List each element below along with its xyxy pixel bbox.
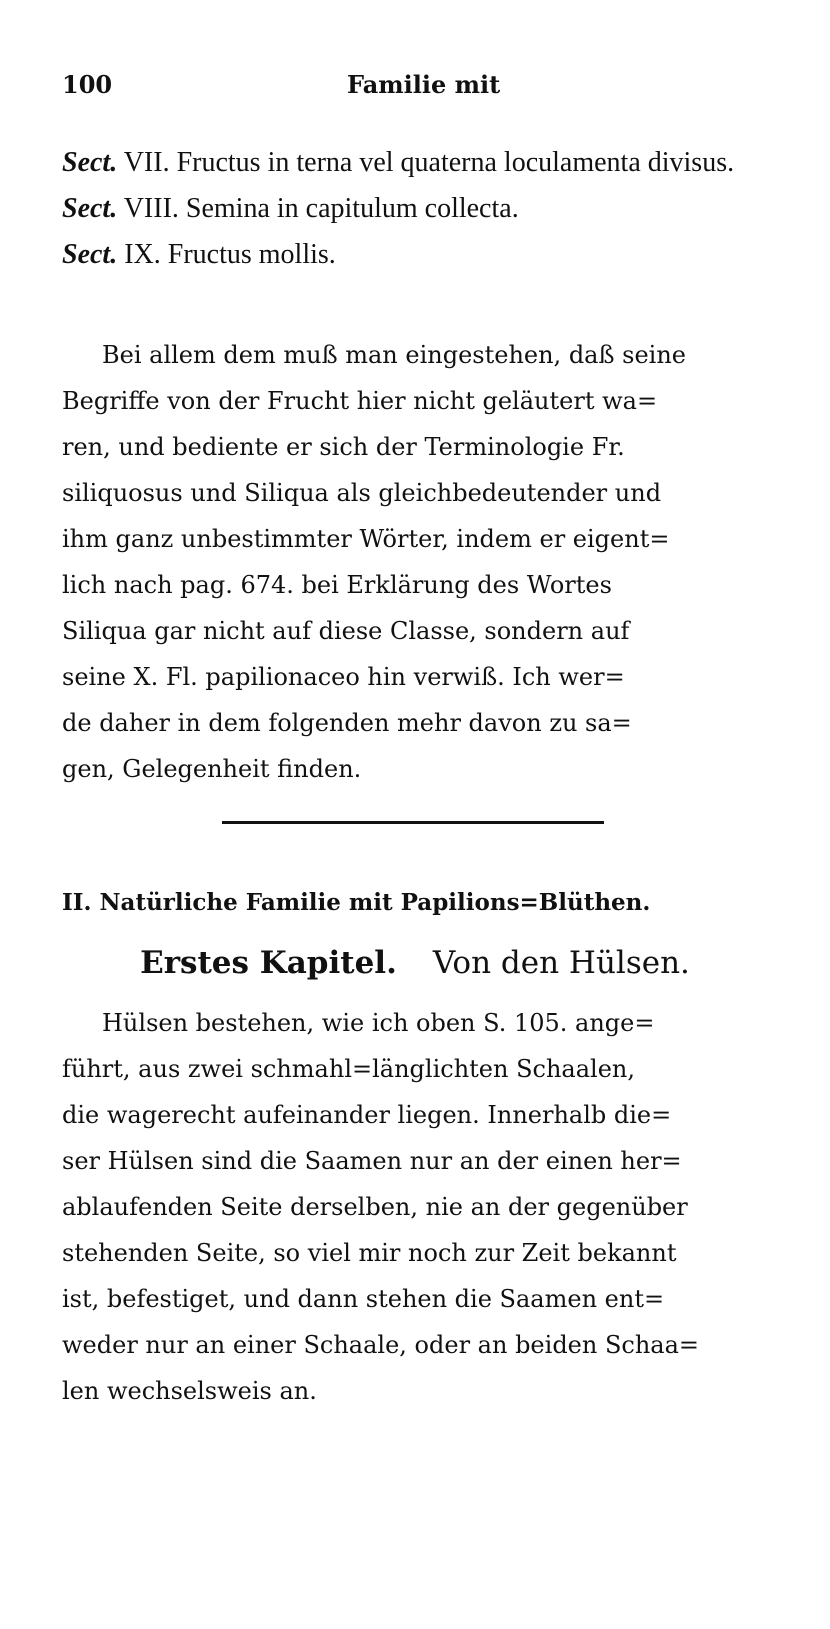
paragraph-line: ser Hülsen sind die Saamen nur an der einen her=	[62, 1147, 682, 1175]
paragraph-line: len wechselsweis an.	[62, 1377, 317, 1405]
paragraph-line: ren, und bediente er sich der Terminologie Fr.	[62, 433, 625, 461]
paragraph-line: lich nach pag. 674. bei Erklärung des Wortes	[62, 571, 612, 599]
paragraph-line: ihm ganz unbestimmter Wörter, indem er eigent=	[62, 525, 670, 553]
paragraph-line: die wagerecht aufeinander liegen. Innerhalb die=	[62, 1101, 672, 1129]
sect-entry-vii	[62, 140, 782, 186]
sect-text: VII. Fructus in terna vel quaterna loculamenta divisus.	[117, 147, 735, 178]
paragraph-line: de daher in dem folgenden mehr davon zu sa=	[62, 709, 632, 737]
sect-abbreviation: Sect.	[62, 239, 118, 270]
sect-abbreviation: Sect.	[62, 193, 118, 224]
paragraph-line: führt, aus zwei schmahl=länglichten Schaalen,	[62, 1055, 636, 1083]
paragraph-line: Bei allem dem muß man eingestehen, daß seine	[102, 341, 687, 369]
sect-entry-viii	[62, 186, 782, 232]
chapter-heading	[0, 938, 830, 988]
paragraph-huelsen	[62, 1000, 780, 1414]
paragraph-line: ablaufenden Seite derselben, nie an der gegenüber	[62, 1193, 688, 1221]
paragraph-line: Hülsen bestehen, wie ich oben S. 105. ange=	[102, 1009, 655, 1037]
running-head	[62, 70, 770, 110]
paragraph-line: weder nur an einer Schaale, oder an beiden Schaa=	[62, 1331, 700, 1359]
section-list	[62, 140, 782, 278]
paragraph-line: Begriffe von der Frucht hier nicht geläutert wa=	[62, 387, 658, 415]
chapter-number: Erstes Kapitel.	[140, 945, 397, 981]
paragraph-line: gen, Gelegenheit finden.	[62, 755, 362, 783]
sect-text: VIII. Semina in capitulum collecta.	[117, 193, 519, 224]
chapter-title: Von den Hülsen.	[432, 945, 690, 981]
paragraph-line: Siliqua gar nicht auf diese Classe, sondern auf	[62, 617, 630, 645]
paragraph-line: stehenden Seite, so viel mir noch zur Zeit bekannt	[62, 1239, 677, 1267]
sect-abbreviation: Sect.	[62, 147, 118, 178]
paragraph-line: ist, befestiget, und dann stehen die Saamen ent=	[62, 1285, 665, 1313]
section-heading: II. Natürliche Familie mit Papilions=Blüthen.	[62, 889, 651, 916]
paragraph-line: siliquosus und Siliqua als gleichbedeutender und	[62, 479, 662, 507]
section-divider	[222, 821, 604, 824]
sect-entry-ix	[62, 232, 782, 278]
paragraph-line: seine X. Fl. papilionaceo hin verwiß. Ich wer=	[62, 663, 625, 691]
sect-text: IX. Fructus mollis.	[117, 239, 336, 270]
paragraph-terminology	[62, 332, 780, 792]
page-number: 100	[62, 70, 113, 99]
running-head-title: Familie mit	[347, 70, 501, 99]
